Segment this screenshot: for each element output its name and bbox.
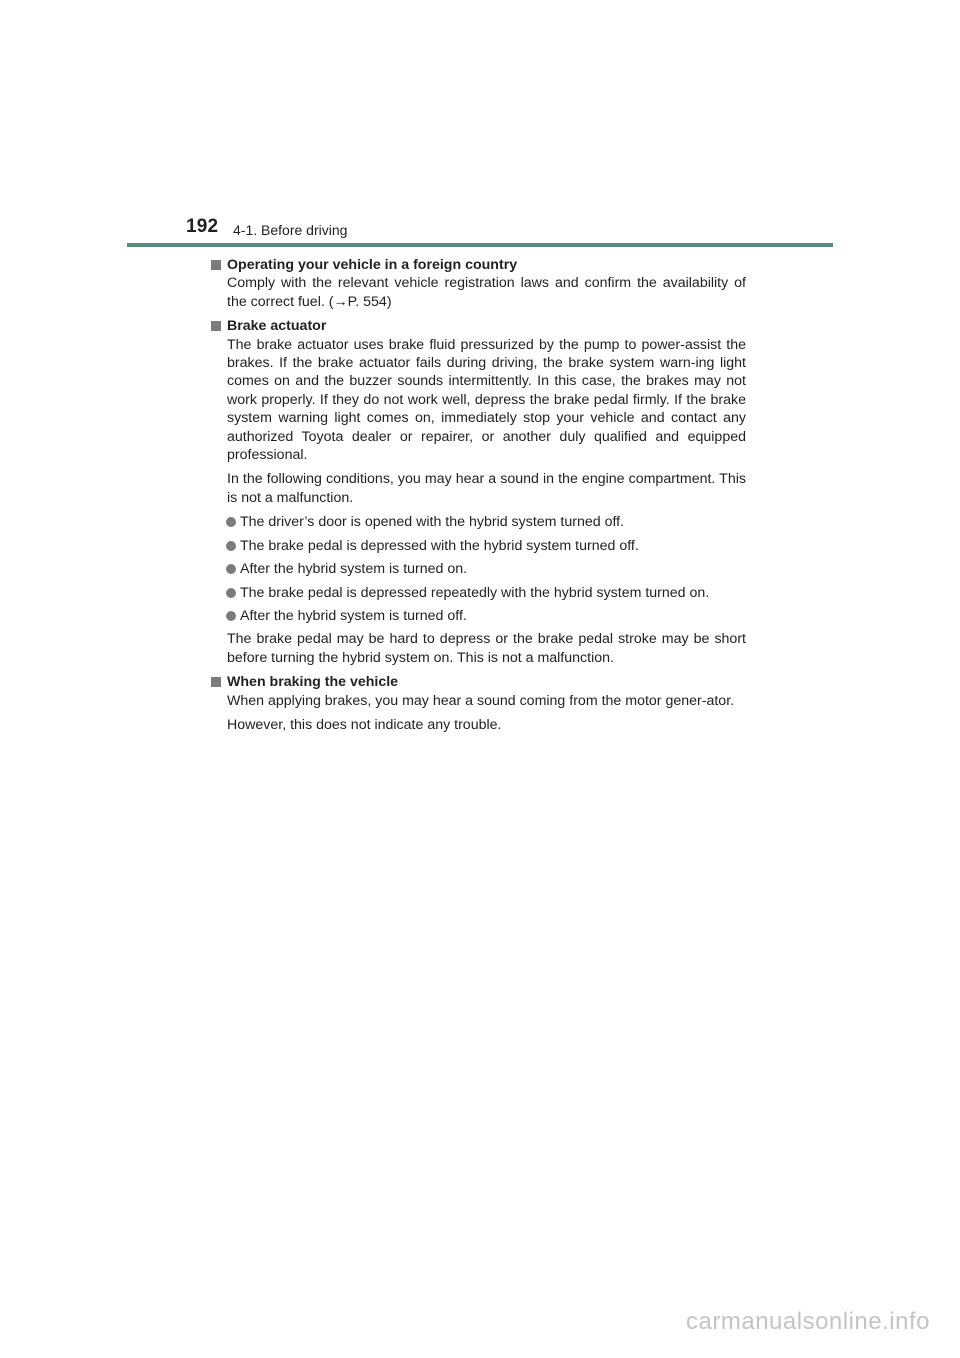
- list-item-text: After the hybrid system is turned off.: [240, 607, 467, 624]
- list-item-text: The brake pedal is depressed repeatedly with the hybrid system turned on.: [240, 584, 710, 601]
- header-rule: [127, 243, 833, 247]
- circle-bullet-icon: [226, 517, 236, 527]
- circle-bullet-icon: [226, 588, 236, 598]
- heading-text: Operating your vehicle in a foreign country: [227, 257, 518, 273]
- section-when-braking: [211, 673, 746, 734]
- circle-bullet-icon: [226, 564, 236, 574]
- heading-text: When braking the vehicle: [227, 674, 399, 691]
- paragraph: However, this does not indicate any trouble.: [227, 716, 502, 733]
- paragraph: Comply with the relevant vehicle registration laws and confirm the availability of the correct fuel. (→P. 554): [227, 275, 746, 310]
- section-foreign-country: [211, 256, 746, 311]
- section-heading: [211, 256, 746, 274]
- square-bullet-icon: [211, 260, 221, 270]
- paragraph: When applying brakes, you may hear a sound coming from the motor gener-ator.: [227, 692, 735, 709]
- paragraph: The brake actuator uses brake fluid pressurized by the pump to power-assist the brakes. If the brake actuator fails during driving, the brake system warn-ing light comes on and the buzzer sounds intermittently. In this case, the brakes may not work properly. If they do not work well, depress the brake pedal firmly. If the brake system warning light comes on, immediately stop your vehicle and contact any authorized Toyota dealer or repairer, or another duly qualified and equipped professional.: [227, 336, 746, 464]
- section-label: 4-1. Before driving: [233, 222, 348, 238]
- heading-text: Brake actuator: [227, 318, 327, 335]
- paragraph: In the following conditions, you may hear a sound in the engine compartment. This is not a malfunction.: [227, 471, 746, 506]
- paragraph: The brake pedal may be hard to depress or the brake pedal stroke may be short before turning the hybrid system on. This is not a malfunction.: [227, 631, 746, 666]
- circle-bullet-icon: [226, 611, 236, 621]
- list-item-text: After the hybrid system is turned on.: [240, 561, 468, 578]
- list-item: [211, 537, 746, 555]
- page-content: [211, 256, 746, 738]
- list-item: [211, 560, 746, 578]
- section-heading: [211, 673, 746, 691]
- square-bullet-icon: [211, 321, 221, 331]
- square-bullet-icon: [211, 677, 221, 687]
- list-item: [211, 513, 746, 531]
- circle-bullet-icon: [226, 541, 236, 551]
- section-brake-actuator: [211, 317, 746, 667]
- section-heading: [211, 317, 746, 335]
- list-item-text: The brake pedal is depressed with the hybrid system turned off.: [240, 537, 639, 554]
- list-item-text: The driver’s door is opened with the hybrid system turned off.: [240, 514, 625, 531]
- page-number: 192: [186, 216, 219, 237]
- list-item: [211, 607, 746, 625]
- watermark: carmanualsonline.info: [686, 1308, 930, 1335]
- list-item: [211, 584, 746, 602]
